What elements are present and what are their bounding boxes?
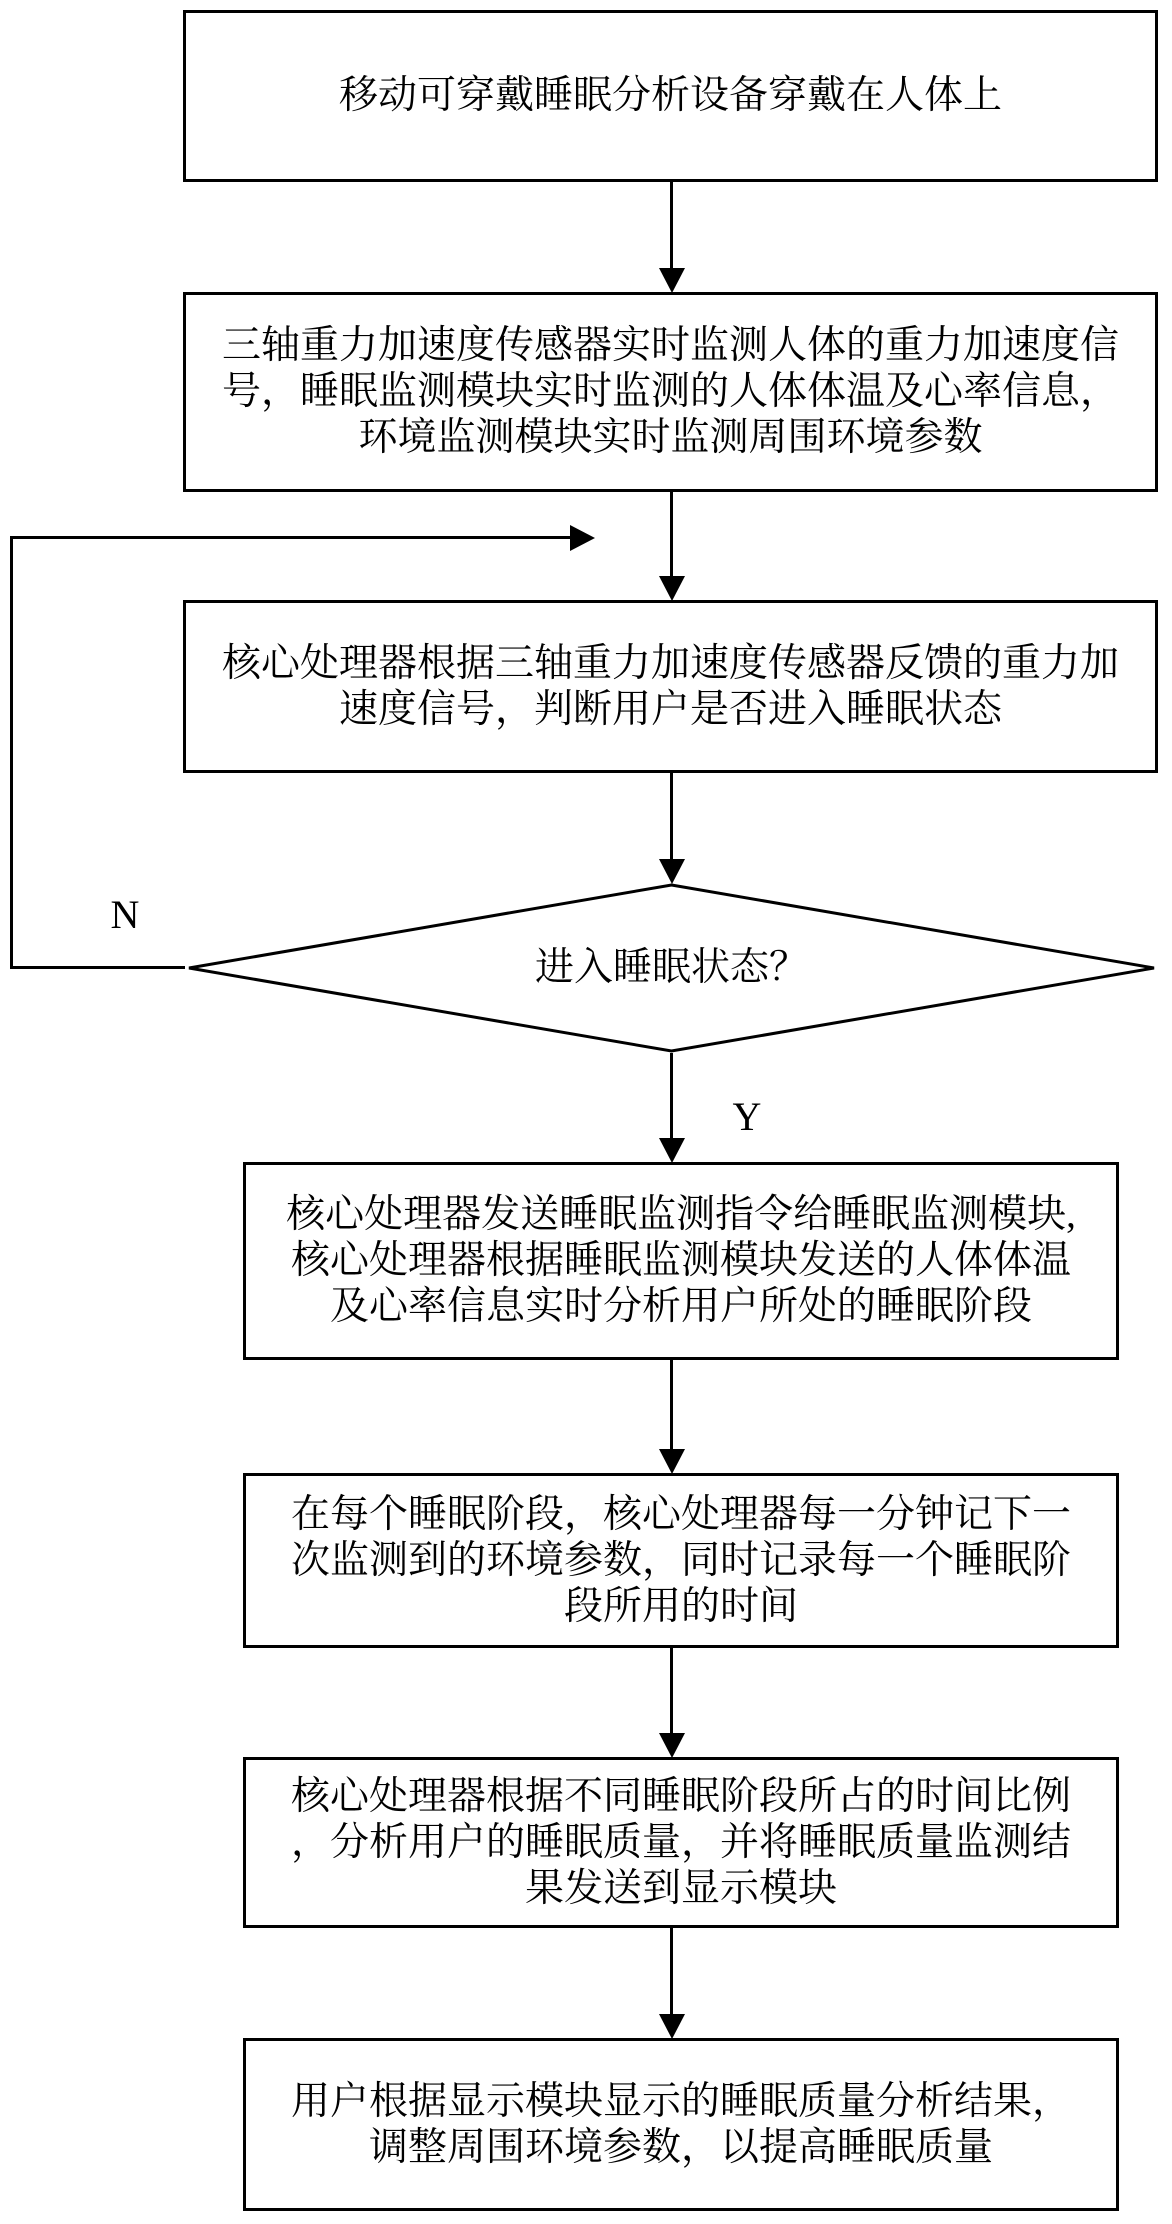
arrowhead-down-3-icon — [659, 859, 685, 884]
process-box-sensors-monitor-text: 三轴重力加速度传感器实时监测人体的重力加速度信 号，睡眠监测模块实时监测的人体体温及心率信息， 环境监测模块实时监测周围环境参数 — [221, 324, 1119, 459]
connector-line-2 — [670, 492, 673, 578]
arrowhead-down-4-icon — [659, 1138, 685, 1163]
feedback-line-vertical — [10, 536, 13, 969]
arrowhead-down-6-icon — [659, 1733, 685, 1758]
process-box-analyze-stage-text: 核心处理器发送睡眠监测指令给睡眠监测模块, 核心处理器根据睡眠监测模块发送的人体体温 及心率信息实时分析用户所处的睡眠阶段 — [286, 1193, 1076, 1328]
decision-question-text: 进入睡眠状态？ — [534, 946, 808, 989]
process-box-sensors-monitor — [183, 292, 1158, 492]
process-box-judge-sleep-text: 核心处理器根据三轴重力加速度传感器反馈的重力加 速度信号，判断用户是否进入睡眠状态 — [221, 641, 1119, 731]
arrowhead-down-1-icon — [659, 268, 685, 293]
branch-label-yes: Y — [732, 1094, 762, 1139]
arrowhead-down-5-icon — [659, 1449, 685, 1474]
arrowhead-down-7-icon — [659, 2014, 685, 2039]
connector-line-1 — [670, 182, 673, 270]
process-box-analyze-quality — [243, 1757, 1119, 1928]
process-box-analyze-stage — [243, 1162, 1119, 1360]
feedback-line-top — [10, 536, 570, 539]
connector-line-3 — [670, 773, 673, 861]
connector-line-5 — [670, 1360, 673, 1450]
process-box-wear-device-text: 移动可穿戴睡眠分析设备穿戴在人体上 — [338, 74, 1002, 117]
process-box-user-adjust — [243, 2038, 1119, 2211]
arrowhead-right-feedback-icon — [570, 525, 595, 551]
process-box-judge-sleep — [183, 600, 1158, 773]
connector-line-4 — [670, 1053, 673, 1139]
branch-label-no: N — [110, 892, 140, 937]
process-box-record-params-text: 在每个睡眠阶段，核心处理器每一分钟记下一 次监测到的环境参数，同时记录每一个睡眠阶 段所用的时间 — [290, 1492, 1071, 1628]
arrowhead-down-2-icon — [659, 576, 685, 601]
process-box-analyze-quality-text: 核心处理器根据不同睡眠阶段所占的时间比例 ，分析用户的睡眠质量，并将睡眠质量监测结 果发送到显示模块 — [290, 1774, 1071, 1910]
decision-diamond — [185, 883, 1158, 1053]
connector-line-6 — [670, 1648, 673, 1734]
process-box-user-adjust-text: 用户根据显示模块显示的睡眠质量分析结果， 调整周围环境参数，以提高睡眠质量 — [290, 2079, 1071, 2169]
connector-line-7 — [670, 1928, 673, 2015]
feedback-line-bottom — [11, 966, 185, 969]
process-box-record-params — [243, 1473, 1119, 1648]
process-box-wear-device — [183, 10, 1158, 182]
